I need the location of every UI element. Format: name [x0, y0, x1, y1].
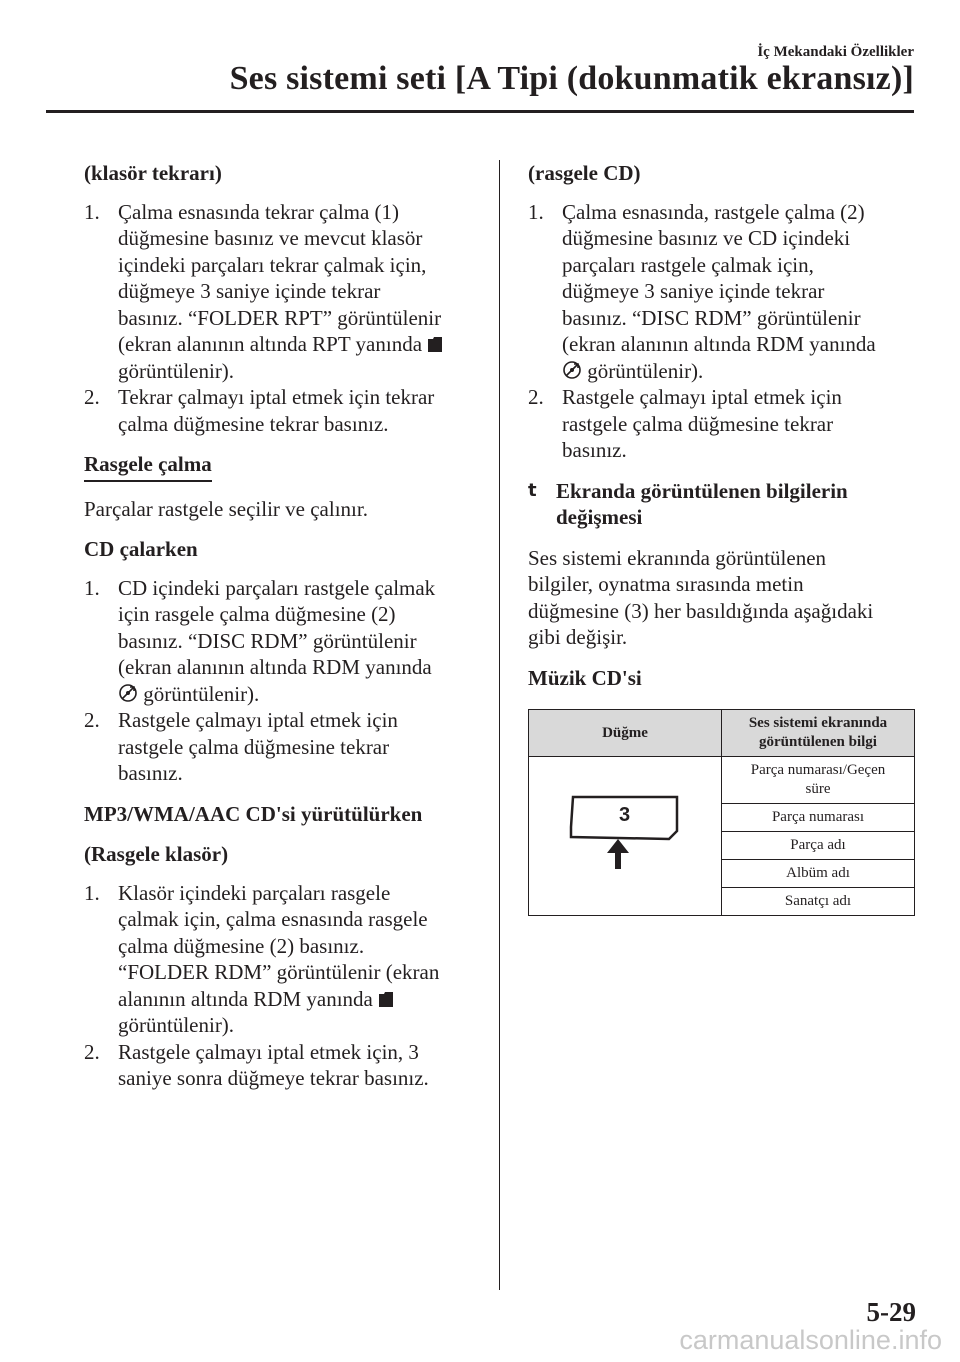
step-number: 1. [84, 575, 100, 600]
step-text: için rasgele çalma düğmesine (2) [118, 602, 396, 626]
step-text: düğmesine basınız ve CD içindeki [562, 226, 851, 250]
right-column [528, 160, 918, 916]
cell-line: süre [805, 781, 831, 797]
page-title: Ses sistemi seti [A Tipi (dokunmatik ekransız)] [229, 60, 914, 97]
random-folder-heading: (Rasgele klasör) [84, 842, 229, 866]
list-item [84, 384, 484, 437]
step-text: düğmeye 3 saniye içinde tekrar [118, 279, 381, 303]
step-text: (ekran alanının altında RDM yanında [562, 332, 876, 356]
step-text: Çalma esnasında, rastgele çalma (2) [562, 199, 865, 224]
desc-line: düğmesine (3) her basıldığında aşağıdaki [528, 598, 874, 623]
step-number: 2. [528, 385, 544, 409]
step-text: Tekrar çalmayı iptal etmek için tekrar [118, 385, 435, 409]
step-text: içindeki parçaları tekrar çalmak için, [118, 252, 427, 277]
step-text: Klasör içindeki parçaları rasgele [118, 880, 391, 905]
list-item [528, 199, 918, 385]
page-number: 5-29 [866, 1297, 916, 1327]
step-text: CD içindeki parçaları rastgele çalmak [118, 575, 436, 600]
step-text: basınız. “DISC RDM” görüntülenir [562, 305, 861, 330]
step-text: basınız. “FOLDER RPT” görüntülenir [118, 305, 442, 330]
table-cell [722, 757, 915, 804]
heading-line: değişmesi [556, 505, 643, 529]
table-cell: Parça numarası [722, 804, 915, 832]
step-text: görüntülenir). [118, 1013, 235, 1037]
step-text: alanının altında RDM yanında [118, 986, 373, 1011]
cd-heading: CD çalarken [84, 537, 198, 561]
table-cell: Albüm adı [722, 860, 915, 888]
step-text: basınız. [562, 438, 627, 462]
step-number: 2. [84, 385, 100, 409]
text-button-3-icon [565, 793, 685, 873]
heading-line: Ekranda görüntülenen bilgilerin [556, 478, 848, 503]
step-text: Rastgele çalmayı iptal etmek için [118, 708, 398, 732]
step-text: Çalma esnasında tekrar çalma (1) [118, 199, 400, 224]
step-text: rastgele çalma düğmesine tekrar [562, 411, 834, 436]
button-cell [529, 757, 722, 916]
table-cell: Parça adı [722, 832, 915, 860]
display-info-table [528, 709, 915, 916]
bullet-icon: t [528, 479, 537, 501]
change-heading [528, 478, 918, 531]
button-number: 3 [619, 804, 631, 826]
list-item [84, 707, 484, 787]
step-number: 1. [84, 880, 100, 905]
random-cd-heading: (rasgele CD) [528, 161, 641, 185]
step-text: basınız. [118, 761, 183, 785]
header-line: görüntülenen bilgi [759, 734, 877, 750]
step-text: saniye sonra düğmeye tekrar basınız. [118, 1066, 429, 1090]
desc-line: gibi değişir. [528, 625, 628, 649]
step-text: Rastgele çalmayı iptal etmek için [562, 385, 842, 409]
folder-repeat-heading: (klasör tekrarı) [84, 161, 222, 185]
step-text: düğmesine basınız ve mevcut klasör [118, 226, 423, 250]
desc-line: bilgiler, oynatma sırasında metin [528, 572, 804, 596]
step-text: düğmeye 3 saniye içinde tekrar [562, 279, 825, 303]
random-play-heading: Rasgele çalma [84, 451, 212, 482]
step-number: 1. [84, 199, 100, 224]
step-number: 1. [528, 199, 544, 224]
table-cell: Sanatçı adı [722, 888, 915, 916]
step-text: (ekran alanının altında RDM yanında [118, 655, 432, 679]
step-text: görüntülenir). [118, 358, 235, 383]
cell-line: Parça numarası/Geçen [750, 762, 886, 778]
section-label: İç Mekandaki Özellikler [757, 44, 914, 60]
list-item [84, 575, 484, 708]
step-text: “FOLDER RDM” görüntülenir (ekran [118, 960, 440, 984]
list-item [84, 880, 484, 1039]
step-text: rastgele çalma düğmesine tekrar [118, 734, 390, 759]
random-play-description: Parçalar rastgele seçilir ve çalınır. [84, 496, 368, 521]
list-item [84, 199, 484, 385]
music-cd-heading: Müzik CD'si [528, 665, 642, 690]
header-divider [46, 110, 914, 113]
folder-icon [378, 990, 394, 1008]
table-header: Düğme [529, 710, 722, 757]
step-text: çalmak için, çalma esnasında rasgele [118, 907, 428, 931]
desc-line: Ses sistemi ekranında görüntülenen [528, 545, 827, 570]
step-number: 2. [84, 708, 100, 732]
step-text: basınız. “DISC RDM” görüntülenir [118, 628, 417, 653]
left-column [84, 160, 484, 1092]
watermark: carmanualsonline.info [679, 1325, 942, 1355]
table-header [722, 710, 915, 757]
list-item [528, 384, 918, 464]
mp3-heading: MP3/WMA/AAC CD'si yürütülürken [84, 801, 423, 826]
step-text: görüntülenir). [582, 358, 704, 383]
step-text: görüntülenir). [138, 681, 260, 706]
step-text: çalma düğmesine tekrar basınız. [118, 411, 389, 436]
step-text: parçaları rastgele çalmak için, [562, 252, 814, 277]
disc-random-icon [562, 360, 582, 380]
step-text: çalma düğmesine (2) basınız. [118, 933, 365, 958]
header-line: Ses sistemi ekranında [748, 715, 888, 731]
column-divider [499, 160, 500, 1290]
step-number: 2. [84, 1039, 100, 1064]
step-text: (ekran alanının altında RPT yanında [118, 332, 423, 356]
folder-icon [427, 335, 443, 353]
list-item [84, 1039, 484, 1092]
change-description [528, 545, 918, 651]
step-text: Rastgele çalmayı iptal etmek için, 3 [118, 1039, 419, 1064]
disc-random-icon [118, 683, 138, 703]
